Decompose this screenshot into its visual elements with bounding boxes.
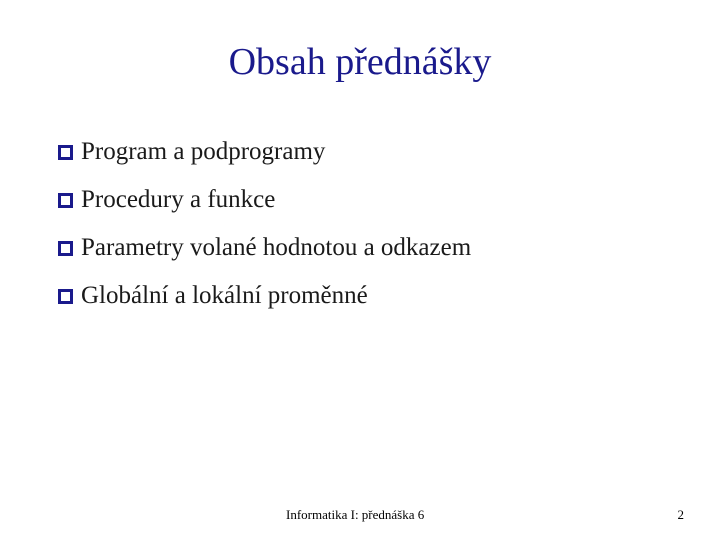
slide-title: Obsah přednášky (228, 41, 492, 83)
bullet-item (58, 224, 471, 272)
hollow-square-icon (58, 241, 73, 256)
bullet-item (58, 128, 471, 176)
slide-footer: Informatika I: přednáška 6 (286, 507, 425, 522)
bullet-item (58, 176, 471, 224)
page-number: 2 (677, 507, 684, 522)
hollow-square-icon (58, 289, 73, 304)
bullet-list (58, 128, 471, 320)
bullet-text: Parametry volané hodnotou a odkazem (81, 234, 472, 261)
bullet-text: Program a podprogramy (81, 138, 326, 165)
hollow-square-icon (58, 193, 73, 208)
hollow-square-icon (58, 145, 73, 160)
bullet-text: Globální a lokální proměnné (81, 282, 368, 309)
bullet-text: Procedury a funkce (81, 186, 276, 213)
bullet-item (58, 272, 471, 320)
